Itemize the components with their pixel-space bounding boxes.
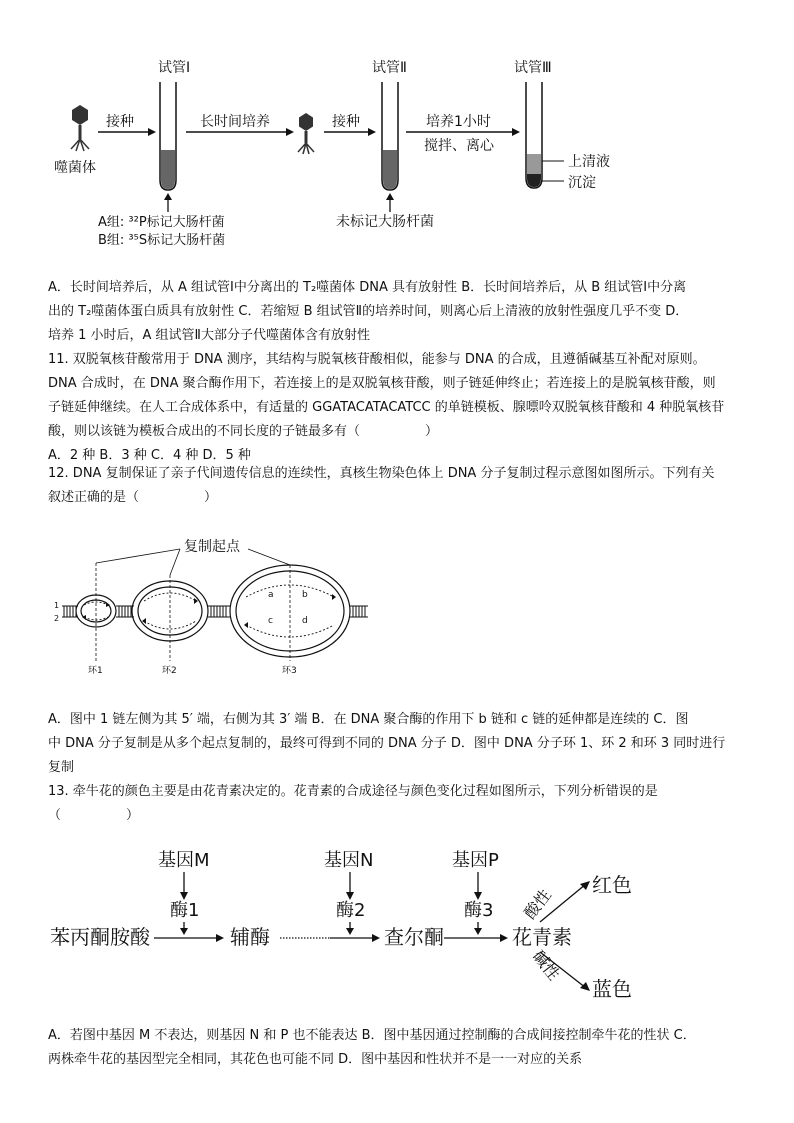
phage-icon <box>71 105 89 151</box>
red-label: 红色 <box>592 873 632 897</box>
tube3-label: 试管Ⅲ <box>514 60 552 76</box>
tube1-label: 试管Ⅰ <box>158 60 191 76</box>
strand2-label: 2 <box>54 614 60 623</box>
label-d: d <box>302 616 308 626</box>
gene-m-label: 基因M <box>158 850 210 871</box>
anthocyanin-pathway-figure <box>40 840 680 1015</box>
arrow1-label: 接种 <box>106 114 134 130</box>
origin-label: 复制起点 <box>184 539 240 555</box>
q11-line4: 酸，则以该链为模板合成出的不同长度的子链最多有（ ） <box>48 424 439 439</box>
enzyme3-label: 酶3 <box>464 900 494 921</box>
arrow4-label-2: 搅拌、离心 <box>424 138 494 154</box>
q12-options-line1: A．图中 1 链左侧为其 5′ 端，右侧为其 3′ 端 B．在 DNA 聚合酶的作用下 b 链和 c 链的延伸都是连续的 C．图 <box>48 712 689 727</box>
phage-icon <box>298 113 314 154</box>
label-a: a <box>268 590 274 600</box>
acidic-label: 酸性 <box>520 885 555 923</box>
q12-options-line2: 中 DNA 分子复制是从多个起点复制的，最终可得到不同的 DNA 分子 D．图中 DNA 分子环 1、环 2 和环 3 同时进行 <box>48 736 726 751</box>
phage-experiment-figure <box>40 50 680 250</box>
groupA-label: A组: ³²P标记大肠杆菌 <box>98 215 225 230</box>
groupB-label: B组: ³⁵S标记大肠杆菌 <box>98 233 226 248</box>
strand1-label: 1 <box>54 601 60 610</box>
ring2-label: 环2 <box>162 666 177 676</box>
q12-options <box>48 708 748 780</box>
phage-label: 噬菌体 <box>54 160 96 176</box>
arrow4-label-1: 培养1小时 <box>426 114 491 130</box>
q12-options-line3: 复制 <box>48 760 75 775</box>
test-tube-3 <box>526 82 542 188</box>
chalcone-label: 查尔酮 <box>384 925 444 949</box>
q13-options-line2: 两株牵牛花的基因型完全相同，其花色也可能不同 D．图中基因和性状并不是一一对应的关系 <box>48 1052 583 1067</box>
dna-replication-figure <box>50 535 410 680</box>
q13-options-line1: A．若图中基因 M 不表达，则基因 N 和 P 也不能表达 B．图中基因通过控制酶的合成间接控制牵牛花的性状 C． <box>48 1028 696 1043</box>
test-tube-1 <box>160 82 176 190</box>
precipitate-label: 沉淀 <box>568 175 596 191</box>
q11-line1: 11. 双脱氧核苷酸常用于 DNA 测序，其结构与脱氧核苷酸相似，能参与 DNA 的合成，且遵循碱基互补配对原则。 <box>48 352 706 367</box>
gene-p-label: 基因P <box>452 850 499 871</box>
q10-options-line1: A．长时间培养后，从 A 组试管Ⅰ中分离出的 T₂噬菌体 DNA 具有放射性 B．长时间培养后，从 B 组试管Ⅰ中分离 <box>48 280 687 295</box>
label-b: b <box>302 590 308 600</box>
anthocyanin-label: 花青素 <box>512 925 572 949</box>
q11-line2: DNA 合成时，在 DNA 聚合酶作用下，若连接上的是双脱氧核苷酸，则子链延伸终止；若连接上的是脱氧核苷酸，则 <box>48 376 716 391</box>
q11-options: A．2 种 B．3 种 C．4 种 D．5 种 <box>48 448 251 463</box>
q13 <box>48 780 748 828</box>
unlabeled-label: 未标记大肠杆菌 <box>336 214 434 230</box>
blue-label: 蓝色 <box>592 977 632 1001</box>
ring3-label: 环3 <box>282 666 297 676</box>
test-tube-2 <box>382 82 398 190</box>
q12-line2: 叙述正确的是（ ） <box>48 490 218 505</box>
ring1-label: 环1 <box>88 666 103 676</box>
label-c: c <box>268 616 273 626</box>
q12-line1: 12. DNA 复制保证了亲子代间遗传信息的连续性，真核生物染色体上 DNA 分子复制过程示意图如图所示。下列有关 <box>48 466 715 481</box>
q11-line3: 子链延伸继续。在人工合成体系中，有适量的 GGATACATACATCC 的单链模板、腺嘌呤双脱氧核苷酸和 4 种脱氧核苷 <box>48 400 725 415</box>
gene-n-label: 基因N <box>324 850 374 871</box>
q10-options-line3: 培养 1 小时后，A 组试管Ⅱ大部分子代噬菌体含有放射性 <box>48 328 370 343</box>
q13-line2: （ ） <box>48 808 140 823</box>
supernatant-label: 上清液 <box>568 154 610 170</box>
enzyme1-label: 酶1 <box>170 900 200 921</box>
arrow3-label: 接种 <box>332 114 360 130</box>
enzyme2-label: 酶2 <box>336 900 366 921</box>
q13-options <box>48 1024 748 1072</box>
tube2-label: 试管Ⅱ <box>372 60 407 76</box>
basic-label: 碱性 <box>528 946 564 984</box>
phenylpyruvate-label: 苯丙酮胺酸 <box>50 925 150 949</box>
arrow2-label: 长时间培养 <box>200 114 270 130</box>
q11 <box>48 348 748 468</box>
coenzyme-label: 辅酶 <box>230 925 270 949</box>
q12 <box>48 462 748 510</box>
q10-options-line2: 出的 T₂噬菌体蛋白质具有放射性 C．若缩短 B 组试管Ⅱ的培养时间，则离心后上清液的放射性强度几乎不变 D． <box>48 304 689 319</box>
q13-line1: 13. 牵牛花的颜色主要是由花青素决定的。花青素的合成途径与颜色变化过程如图所示，下列分析错误的是 <box>48 784 658 799</box>
q10-options <box>48 276 748 348</box>
